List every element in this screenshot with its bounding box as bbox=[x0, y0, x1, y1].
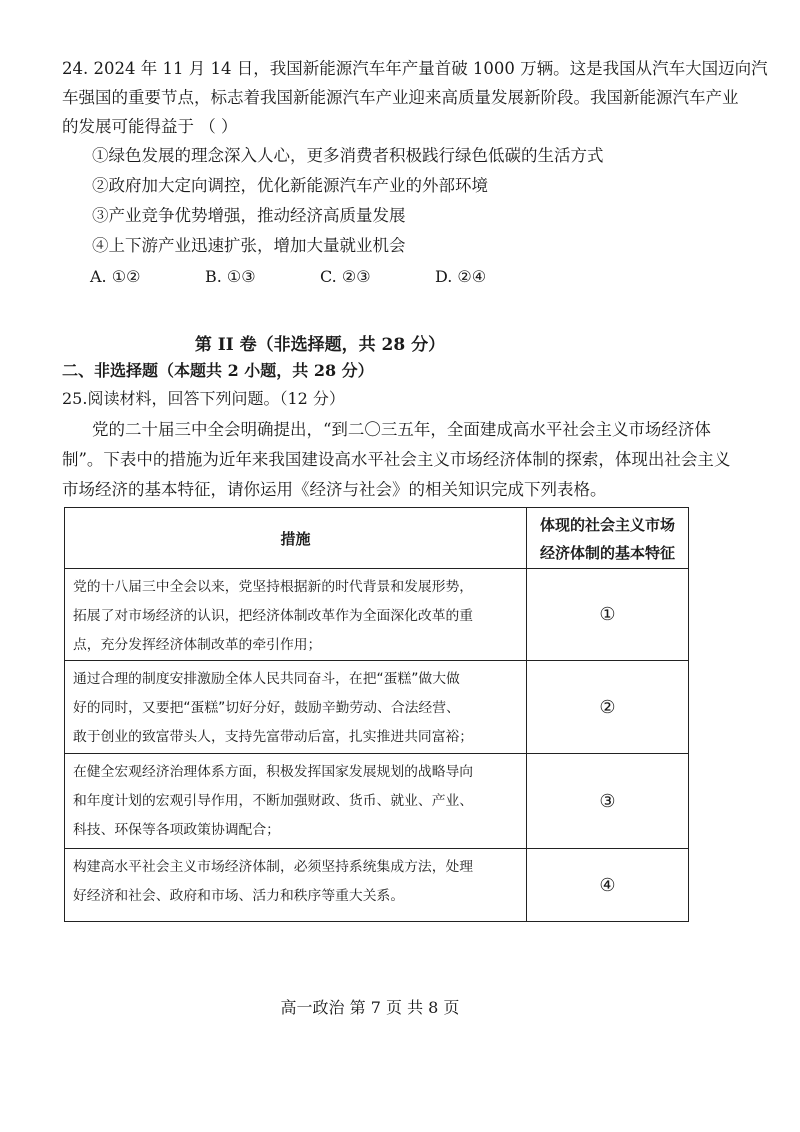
answer-blank-1[interactable]: ① bbox=[527, 569, 689, 661]
measure-line: 在健全宏观经济治理体系方面，积极发挥国家发展规划的战略导向 bbox=[73, 764, 474, 780]
q25-material-line-2: 制”。下表中的措施为近年来我国建设高水平社会主义市场经济体制的探索，体现出社会主义 bbox=[62, 450, 731, 469]
choice-d: D. ②④ bbox=[435, 267, 487, 286]
measure-line: 好的同时，又要把“蛋糕”切好分好，鼓励辛勤劳动、合法经营、 bbox=[73, 700, 460, 716]
q24-stem-line-1: 24. 2024 年 11 月 14 日，我国新能源汽车年产量首破 1000 万辆。这是我国从汽车大国迈向汽 bbox=[62, 59, 768, 78]
table-row bbox=[65, 569, 689, 661]
choice-a: A. ①② bbox=[90, 267, 141, 286]
q24-stem-line-3: 的发展可能得益于 （ ） bbox=[62, 117, 238, 136]
q25-heading: 25.阅读材料，回答下列问题。（12 分） bbox=[62, 389, 345, 408]
measure-cell bbox=[65, 569, 527, 661]
header-feature-line-2: 经济体制的基本特征 bbox=[539, 544, 675, 562]
section-title: 第 II 卷（非选择题，共 28 分） bbox=[194, 335, 446, 355]
q24-answer-choices bbox=[90, 267, 610, 289]
measure-line: 科技、环保等各项政策协调配合； bbox=[73, 822, 280, 838]
measure-line: 拓展了对市场经济的认识，把经济体制改革作为全面深化改革的重 bbox=[73, 608, 474, 624]
choice-c: C. ②③ bbox=[320, 267, 371, 286]
measure-line: 党的十八届三中全会以来，党坚持根据新的时代背景和发展形势， bbox=[73, 579, 474, 595]
table-row bbox=[65, 661, 689, 754]
measure-line: 点，充分发挥经济体制改革的牵引作用； bbox=[73, 637, 322, 653]
header-feature bbox=[527, 508, 689, 569]
measure-line: 和年度计划的宏观引导作用，不断加强财政、货币、就业、产业、 bbox=[73, 793, 474, 809]
choice-b: B. ①③ bbox=[205, 267, 256, 286]
q24-option-1: ①绿色发展的理念深入人心，更多消费者积极践行绿色低碳的生活方式 bbox=[92, 146, 604, 165]
answer-blank-2[interactable]: ② bbox=[527, 661, 689, 754]
page-footer: 高一政治 第 7 页 共 8 页 bbox=[280, 998, 460, 1017]
measure-line: 构建高水平社会主义市场经济体制，必须坚持系统集成方法，处理 bbox=[73, 859, 474, 875]
table-header-row bbox=[65, 508, 689, 569]
q25-material-line-1: 党的二十届三中全会明确提出，“到二〇三五年，全面建成高水平社会主义市场经济体 bbox=[92, 420, 711, 439]
q24-option-3: ③产业竞争优势增强，推动经济高质量发展 bbox=[92, 206, 406, 225]
measure-line: 敢于创业的致富带头人，支持先富带动后富，扎实推进共同富裕； bbox=[73, 729, 474, 745]
q24-option-4: ④上下游产业迅速扩张，增加大量就业机会 bbox=[92, 236, 406, 255]
answer-blank-3[interactable]: ③ bbox=[527, 754, 689, 849]
measure-line: 好经济和社会、政府和市场、活力和秩序等重大关系。 bbox=[73, 888, 405, 904]
answer-blank-4[interactable]: ④ bbox=[527, 849, 689, 922]
measure-cell bbox=[65, 754, 527, 849]
q24-stem-line-2: 车强国的重要节点，标志着我国新能源汽车产业迎来高质量发展新阶段。我国新能源汽车产业 bbox=[62, 88, 739, 107]
part-two-heading: 二、非选择题（本题共 2 小题，共 28 分） bbox=[62, 361, 374, 380]
header-feature-line-1: 体现的社会主义市场 bbox=[539, 516, 675, 534]
q24-option-2: ②政府加大定向调控，优化新能源汽车产业的外部环境 bbox=[92, 176, 488, 195]
measure-cell bbox=[65, 849, 527, 922]
q25-material-line-3: 市场经济的基本特征，请你运用《经济与社会》的相关知识完成下列表格。 bbox=[62, 480, 607, 499]
header-measure: 措施 bbox=[65, 508, 527, 569]
table-row bbox=[65, 754, 689, 849]
table-row bbox=[65, 849, 689, 922]
measures-table bbox=[64, 507, 689, 922]
measure-line: 通过合理的制度安排激励全体人民共同奋斗，在把“蛋糕”做大做 bbox=[73, 671, 460, 687]
measure-cell bbox=[65, 661, 527, 754]
